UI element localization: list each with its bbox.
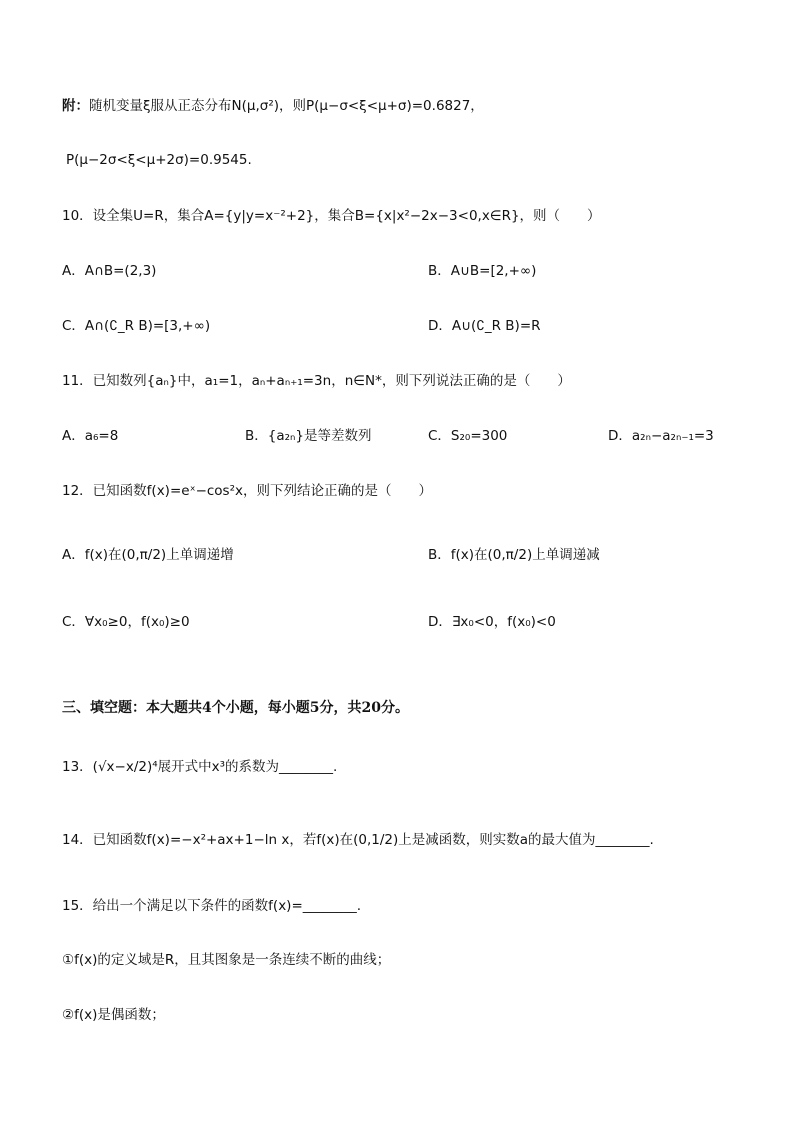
q15-stem: 15．给出一个满足以下条件的函数f(x)=________. (62, 898, 362, 914)
q11-stem: 11．已知数列{aₙ}中，a₁=1，aₙ+aₙ₊₁=3n，n∈N*，则下列说法正确的是（ ） (62, 373, 571, 389)
q10-stem: 10．设全集U=R，集合A={y|y=x⁻²+2}，集合B={x|x²−2x−3<0,x∈R}，则（ ） (62, 208, 601, 224)
q11-option-d: D．a₂ₙ−a₂ₙ₋₁=3 (608, 428, 714, 444)
q10-option-a: A．A∩B=(2,3) (62, 263, 157, 279)
q12-stem: 12．已知函数f(x)=eˣ−cos²x，则下列结论正确的是（ ） (62, 483, 432, 499)
q12-option-d: D．∃x₀<0，f(x₀)<0 (428, 614, 556, 630)
q11-option-c: C．S₂₀=300 (428, 428, 508, 444)
q12-option-c: C．∀x₀≥0，f(x₀)≥0 (62, 614, 190, 630)
appendix-label: 附： (62, 98, 89, 114)
appendix-text-1: 随机变量ξ服从正态分布N(μ,σ²)，则P(μ−σ<ξ<μ+σ)=0.6827， (89, 98, 484, 114)
q11-option-a: A．a₆=8 (62, 428, 119, 444)
q11-option-b: B．{a₂ₙ}是等差数列 (245, 428, 372, 444)
q15-condition-1: ①f(x)的定义域是R，且其图象是一条连续不断的曲线； (62, 952, 391, 968)
q10-option-c: C．A∩(∁_R B)=[3,+∞) (62, 318, 211, 334)
q10-option-d: D．A∪(∁_R B)=R (428, 318, 541, 334)
appendix-line-2: P(μ−2σ<ξ<μ+2σ)=0.9545. (66, 152, 252, 168)
q10-option-b: B．A∪B=[2,+∞) (428, 263, 537, 279)
q13-stem: 13．(√x−x/2)⁴展开式中x³的系数为________. (62, 759, 338, 775)
q12-option-b: B．f(x)在(0,π/2)上单调递减 (428, 547, 600, 563)
section-3-title: 三、填空题：本大题共4个小题，每小题5分，共20分。 (62, 700, 409, 716)
q12-option-a: A．f(x)在(0,π/2)上单调递增 (62, 547, 234, 563)
q15-condition-2: ②f(x)是偶函数； (62, 1007, 165, 1023)
q14-stem: 14．已知函数f(x)=−x²+ax+1−ln x，若f(x)在(0,1/2)上是减函数，则实数a的最大值为________. (62, 832, 654, 848)
appendix-line-1 (62, 98, 484, 114)
